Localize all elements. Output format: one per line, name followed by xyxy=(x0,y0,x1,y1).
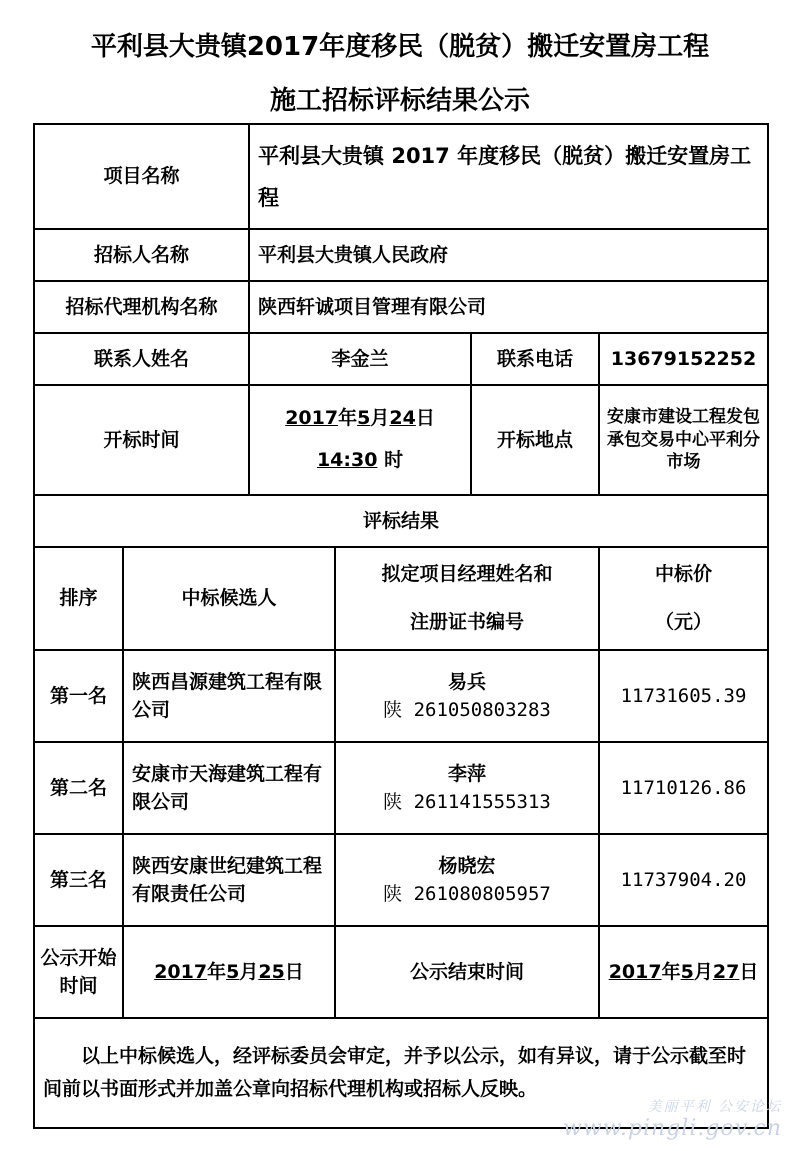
manager-name: 杨晓宏 xyxy=(438,854,496,877)
table-row xyxy=(34,834,768,926)
publicity-end-day-unit: 日 xyxy=(739,960,759,983)
publicity-start-label: 公示开始时间 xyxy=(34,926,123,1018)
price-cell: 11737904.20 xyxy=(599,834,768,926)
opening-place-label: 开标地点 xyxy=(471,385,599,495)
header-manager-line1: 拟定项目经理姓名和 xyxy=(381,563,553,585)
header-rank: 排序 xyxy=(34,547,123,650)
opening-year-unit: 年 xyxy=(338,407,358,430)
project-row xyxy=(34,124,768,229)
manager-cell xyxy=(335,742,599,834)
publicity-end-year-unit: 年 xyxy=(661,960,681,983)
candidate-cell: 陕西昌源建筑工程有限公司 xyxy=(123,650,335,742)
publicity-start-year: 2017 xyxy=(154,960,208,983)
contact-name-label: 联系人姓名 xyxy=(34,333,249,385)
header-price-line2: （元） xyxy=(655,610,713,633)
opening-time-value xyxy=(249,385,471,495)
opening-clock: 14:30 xyxy=(316,449,378,471)
tenderer-value: 平利县大贵镇人民政府 xyxy=(249,229,768,281)
publicity-start-month-unit: 月 xyxy=(239,960,259,983)
publicity-start-value xyxy=(123,926,335,1018)
publicity-end-day: 27 xyxy=(712,960,740,983)
header-price xyxy=(599,547,768,650)
bid-result-table xyxy=(33,123,769,1129)
opening-month-unit: 月 xyxy=(370,407,390,430)
opening-day-unit: 日 xyxy=(415,407,435,430)
opening-year: 2017 xyxy=(285,407,339,430)
header-candidate: 中标候选人 xyxy=(123,547,335,650)
manager-cell xyxy=(335,650,599,742)
results-header-row xyxy=(34,547,768,650)
publicity-start-day-unit: 日 xyxy=(284,960,304,983)
candidate-cell: 安康市天海建筑工程有限公司 xyxy=(123,742,335,834)
project-value: 平利县大贵镇 2017 年度移民（脱贫）搬迁安置房工程 xyxy=(249,124,768,229)
manager-cell xyxy=(335,834,599,926)
publicity-start-month: 5 xyxy=(226,960,240,983)
tenderer-label: 招标人名称 xyxy=(34,229,249,281)
opening-month: 5 xyxy=(357,407,371,430)
publicity-end-month-unit: 月 xyxy=(693,960,713,983)
contact-phone-value: 13679152252 xyxy=(599,333,768,385)
results-section-title: 评标结果 xyxy=(34,495,768,547)
agency-value: 陕西轩诚项目管理有限公司 xyxy=(249,281,768,333)
agency-label: 招标代理机构名称 xyxy=(34,281,249,333)
manager-cert: 陕 261080805957 xyxy=(383,883,551,905)
watermark xyxy=(563,1096,782,1141)
publicity-start-day: 25 xyxy=(258,960,285,983)
manager-cert: 陕 261050803283 xyxy=(383,699,551,721)
header-manager xyxy=(335,547,599,650)
manager-cert: 陕 261141555313 xyxy=(383,791,551,813)
results-section-row xyxy=(34,495,768,547)
publicity-row xyxy=(34,926,768,1018)
manager-name: 李萍 xyxy=(448,762,487,785)
contact-row xyxy=(34,333,768,385)
watermark-line2: www.pingli.gov.cn xyxy=(563,1116,782,1141)
tenderer-row xyxy=(34,229,768,281)
candidate-cell: 陕西安康世纪建筑工程有限责任公司 xyxy=(123,834,335,926)
opening-row xyxy=(34,385,768,495)
rank-cell: 第一名 xyxy=(34,650,123,742)
opening-clock-unit: 时 xyxy=(384,449,404,471)
opening-time-label: 开标时间 xyxy=(34,385,249,495)
opening-place-value: 安康市建设工程发包承包交易中心平利分市场 xyxy=(599,385,768,495)
publicity-end-label: 公示结束时间 xyxy=(335,926,599,1018)
manager-name: 易兵 xyxy=(448,670,487,693)
document-title-line1: 平利县大贵镇2017年度移民（脱贫）搬迁安置房工程 xyxy=(90,32,710,62)
publicity-end-year: 2017 xyxy=(608,960,662,983)
header-price-line1: 中标价 xyxy=(655,563,713,585)
publicity-end-month: 5 xyxy=(680,960,694,983)
contact-phone-label: 联系电话 xyxy=(471,333,599,385)
notice-text: 以上中标候选人，经评标委员会审定，并予以公示，如有异议，请于公示截至时间前以书面形式并加盖公章向招标代理机构或招标人反映。 xyxy=(34,1018,768,1128)
rank-cell: 第三名 xyxy=(34,834,123,926)
contact-name-value: 李金兰 xyxy=(249,333,471,385)
rank-cell: 第二名 xyxy=(34,742,123,834)
opening-day: 24 xyxy=(389,407,416,430)
publicity-end-value xyxy=(599,926,768,1018)
publicity-start-year-unit: 年 xyxy=(207,960,227,983)
agency-row xyxy=(34,281,768,333)
watermark-line1: 美丽平利 公安论坛 xyxy=(647,1099,782,1115)
document-title-line2: 施工招标评标结果公示 xyxy=(269,86,530,116)
project-label: 项目名称 xyxy=(34,124,249,229)
header-manager-line2: 注册证书编号 xyxy=(410,610,525,633)
table-row xyxy=(34,650,768,742)
price-cell: 11731605.39 xyxy=(599,650,768,742)
price-cell: 11710126.86 xyxy=(599,742,768,834)
table-row xyxy=(34,742,768,834)
